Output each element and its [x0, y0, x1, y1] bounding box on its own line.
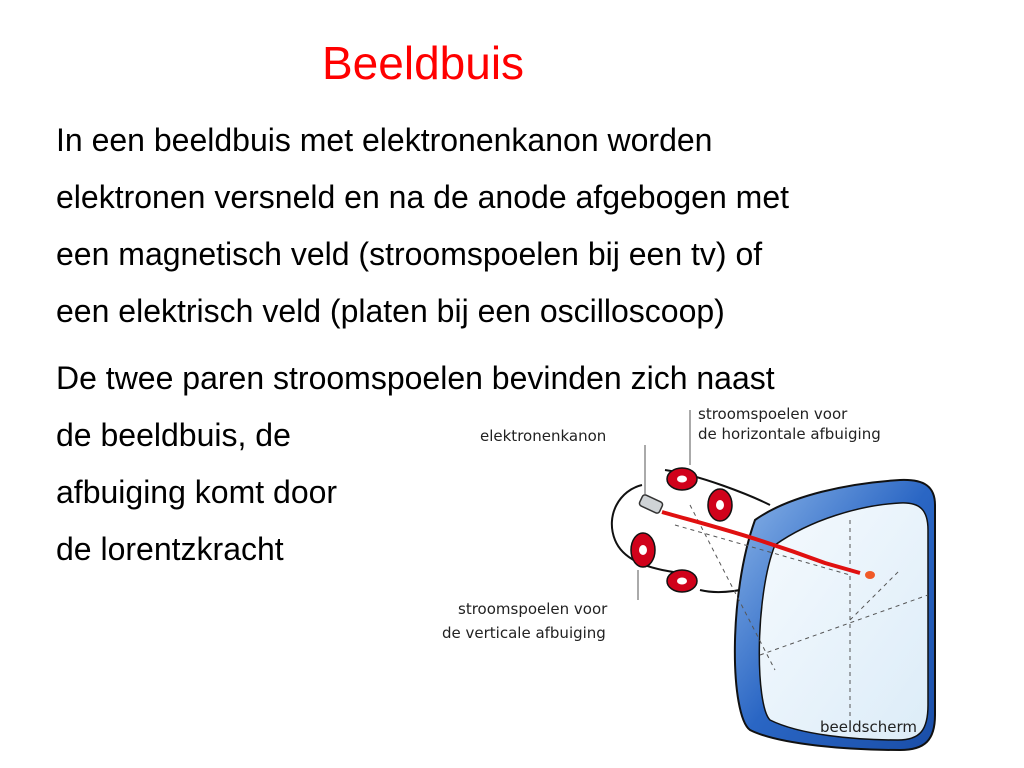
horizontal-coils: [667, 468, 732, 521]
electron-gun: [638, 494, 663, 514]
slide-title: Beeldbuis: [322, 37, 525, 89]
vertical-coils: [631, 533, 697, 592]
label-electron-gun: elektronenkanon: [480, 427, 607, 445]
screen-face: [759, 503, 928, 740]
beam-spot: [865, 571, 875, 579]
paragraph-line: In een beeldbuis met elektronenkanon worden: [56, 122, 713, 158]
paragraph-line: een elektrisch veld (platen bij een oscilloscoop): [56, 293, 725, 329]
label-horizontal-coils-2: de horizontale afbuiging: [698, 425, 881, 443]
label-vertical-coils-1: stroomspoelen voor: [458, 600, 608, 618]
paragraph-line: de lorentzkracht: [56, 531, 284, 567]
paragraph-line: afbuiging komt door: [56, 474, 338, 510]
paragraph-line: De twee paren stroomspoelen bevinden zich naast: [56, 360, 775, 396]
paragraph-line: elektronen versneld en na de anode afgebogen met: [56, 179, 789, 215]
label-vertical-coils-2: de verticale afbuiging: [442, 624, 606, 642]
intro-paragraph: [56, 112, 789, 340]
label-horizontal-coils-1: stroomspoelen voor: [698, 405, 848, 423]
paragraph-line: de beeldbuis, de: [56, 417, 291, 453]
label-screen: beeldscherm: [820, 718, 917, 736]
crt-diagram: [430, 395, 950, 765]
paragraph-line: een magnetisch veld (stroomspoelen bij een tv) of: [56, 236, 763, 272]
